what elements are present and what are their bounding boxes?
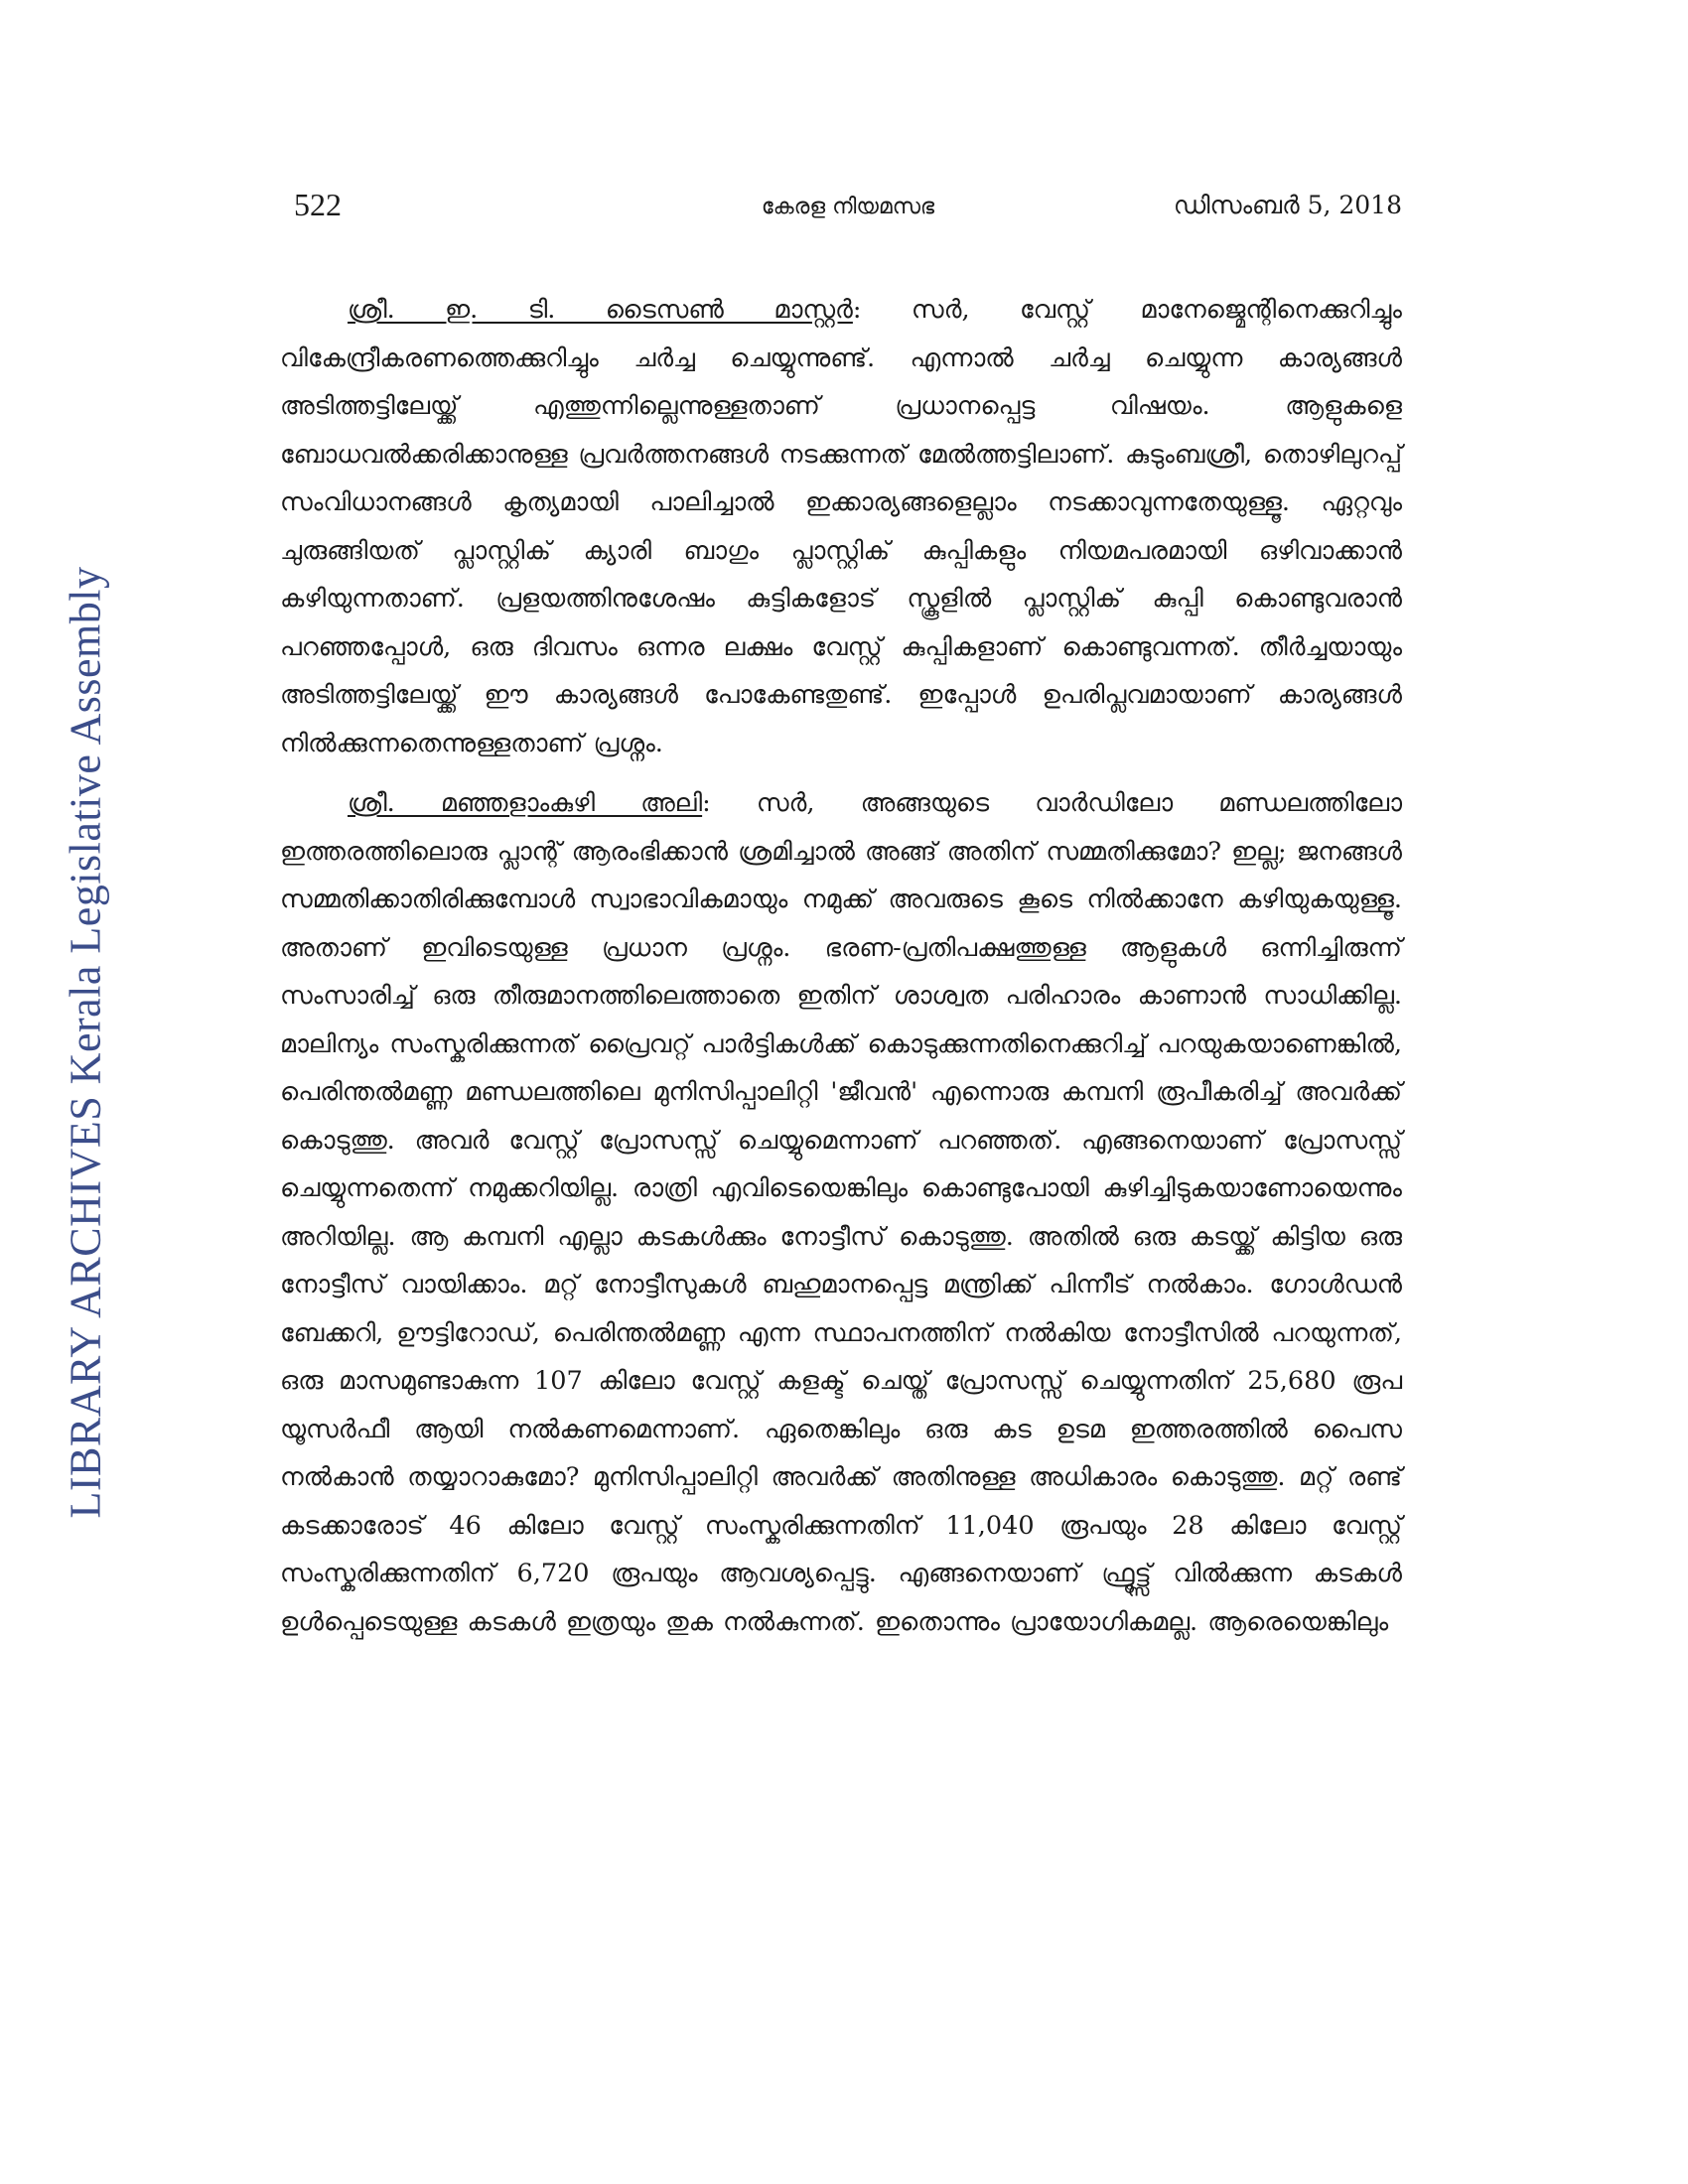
speaker-name: ശ്രീ. മഞ്ഞളാംകുഴി അലി: [348, 788, 703, 818]
page-header: [294, 187, 1402, 230]
document-body: [280, 286, 1402, 1658]
paragraph-text: : സർ, വേസ്റ്റ് മാനേജ്മെന്റിനെക്കുറിച്ചും വികേന്ദ്രീകരണത്തെക്കുറിച്ചും ചർച്ച ചെയ്യുന്നുണ്ട്. എന്നാൽ ചർച്ച ചെയ്യുന്ന കാര്യങ്ങൾ അടിത്തട്ടിലേയ്ക്ക് എത്തുന്നില്ലെന്നുള്ളതാണ് പ്രധാനപ്പെട്ട വിഷയം. ആളുകളെ ബോധവൽക്കരിക്കാനുള്ള പ്രവർത്തനങ്ങൾ നടക്കുന്നത് മേൽത്തട്ടിലാണ്. കുടുംബശ്രീ, തൊഴിലുറപ്പ് സംവിധാനങ്ങൾ കൃത്യമായി പാലിച്ചാൽ ഇക്കാര്യങ്ങളെല്ലാം നടക്കാവുന്നതേയുള്ളൂ. ഏറ്റവും ചുരുങ്ങിയത് പ്ലാസ്റ്റിക് ക്യാരി ബാഗും പ്ലാസ്റ്റിക് കുപ്പികളും നിയമപരമായി ഒഴിവാക്കാൻ കഴിയുന്നതാണ്. പ്രളയത്തിനുശേഷം കുട്ടികളോട് സ്കൂളിൽ പ്ലാസ്റ്റിക് കുപ്പി കൊണ്ടുവരാൻ പറഞ്ഞപ്പോൾ, ഒരു ദിവസം ഒന്നര ലക്ഷം വേസ്റ്റ് കുപ്പികളാണ് കൊണ്ടുവന്നത്. തീർച്ചയായും അടിത്തട്ടിലേയ്ക്ക് ഈ കാര്യങ്ങൾ പോകേണ്ടതുണ്ട്. ഇപ്പോൾ ഉപരിപ്ലവമായാണ് കാര്യങ്ങൾ നിൽക്കുന്നതെന്നുള്ളതാണ് പ്രശ്നം.: [280, 295, 1402, 758]
header-title: കേരള നിയമസഭ: [761, 195, 935, 219]
archive-watermark: LIBRARY ARCHIVES Kerala Legislative Assembly: [61, 566, 110, 1519]
speaker-name: ശ്രീ. ഇ. ടി. ടൈസൺ മാസ്റ്റർ: [348, 295, 853, 325]
paragraph: [280, 286, 1402, 767]
header-date: ഡിസംബർ 5, 2018: [1173, 191, 1402, 219]
paragraph: [280, 779, 1402, 1646]
page-number: 522: [294, 187, 342, 222]
paragraph-text: : സർ, അങ്ങയുടെ വാർഡിലോ മണ്ഡലത്തിലോ ഇത്തരത്തിലൊരു പ്ലാന്റ് ആരംഭിക്കാൻ ശ്രമിച്ചാൽ അങ്ങ് അതിന് സമ്മതിക്കുമോ? ഇല്ല; ജനങ്ങൾ സമ്മതിക്കാതിരിക്കുമ്പോൾ സ്വാഭാവികമായും നമുക്ക് അവരുടെ കൂടെ നിൽക്കാനേ കഴിയുകയുള്ളൂ. അതാണ് ഇവിടെയുള്ള പ്രധാന പ്രശ്നം. ഭരണ-പ്രതിപക്ഷത്തുള്ള ആളുകൾ ഒന്നിച്ചിരുന്ന് സംസാരിച്ച് ഒരു തീരുമാനത്തിലെത്താതെ ഇതിന് ശാശ്വത പരിഹാരം കാണാൻ സാധിക്കില്ല. മാലിന്യം സംസ്കരിക്കുന്നത് പ്രൈവറ്റ് പാർട്ടികൾക്ക് കൊടുക്കുന്നതിനെക്കുറിച്ച് പറയുകയാണെങ്കിൽ, പെരിന്തൽമണ്ണ മണ്ഡലത്തിലെ മുനിസിപ്പാലിറ്റി 'ജീവൻ' എന്നൊരു കമ്പനി രൂപീകരിച്ച് അവർക്ക് കൊടുത്തു. അവർ വേസ്റ്റ് പ്രോസസ്സ് ചെയ്യുമെന്നാണ് പറഞ്ഞത്. എങ്ങനെയാണ് പ്രോസസ്സ് ചെയ്യുന്നതെന്ന് നമുക്കറിയില്ല. രാത്രി എവിടെയെങ്കിലും കൊണ്ടുപോയി കുഴിച്ചിടുകയാണോയെന്നും അറിയില്ല. ആ കമ്പനി എല്ലാ കടകൾക്കും നോട്ടീസ് കൊടുത്തു. അതിൽ ഒരു കടയ്ക്ക് കിട്ടിയ ഒരു നോട്ടീസ് വായിക്കാം. മറ്റ് നോട്ടീസുകൾ ബഹുമാനപ്പെട്ട മന്ത്രിക്ക് പിന്നീട് നൽകാം. ഗോൾഡൻ ബേക്കറി, ഊട്ടിറോഡ്, പെരിന്തൽമണ്ണ എന്ന സ്ഥാപനത്തിന് നൽകിയ നോട്ടീസിൽ പറയുന്നത്, ഒരു മാസമുണ്ടാകുന്ന 107 കിലോ വേസ്റ്റ് കളക്ട് ചെയ്ത് പ്രോസസ്സ് ചെയ്യുന്നതിന് 25,680 രൂപ യൂസർഫീ ആയി നൽകണമെന്നാണ്. ഏതെങ്കിലും ഒരു കട ഉടമ ഇത്തരത്തിൽ പൈസ നൽകാൻ തയ്യാറാകുമോ? മുനിസിപ്പാലിറ്റി അവർക്ക് അതിനുള്ള അധികാരം കൊടുത്തു. മറ്റ് രണ്ട് കടക്കാരോട് 46 കിലോ വേസ്റ്റ് സംസ്കരിക്കുന്നതിന് 11,040 രൂപയും 28 കിലോ വേസ്റ്റ് സംസ്കരിക്കുന്നതിന് 6,720 രൂപയും ആവശ്യപ്പെട്ടു. എങ്ങനെയാണ് ഫ്രൂട്ട്സ് വിൽക്കുന്ന കടകൾ ഉൾപ്പെടെയുള്ള കടകൾ ഇത്രയും തുക നൽകുന്നത്. ഇതൊന്നും പ്രായോഗികമല്ല. ആരെയെങ്കിലും: [280, 788, 1402, 1637]
